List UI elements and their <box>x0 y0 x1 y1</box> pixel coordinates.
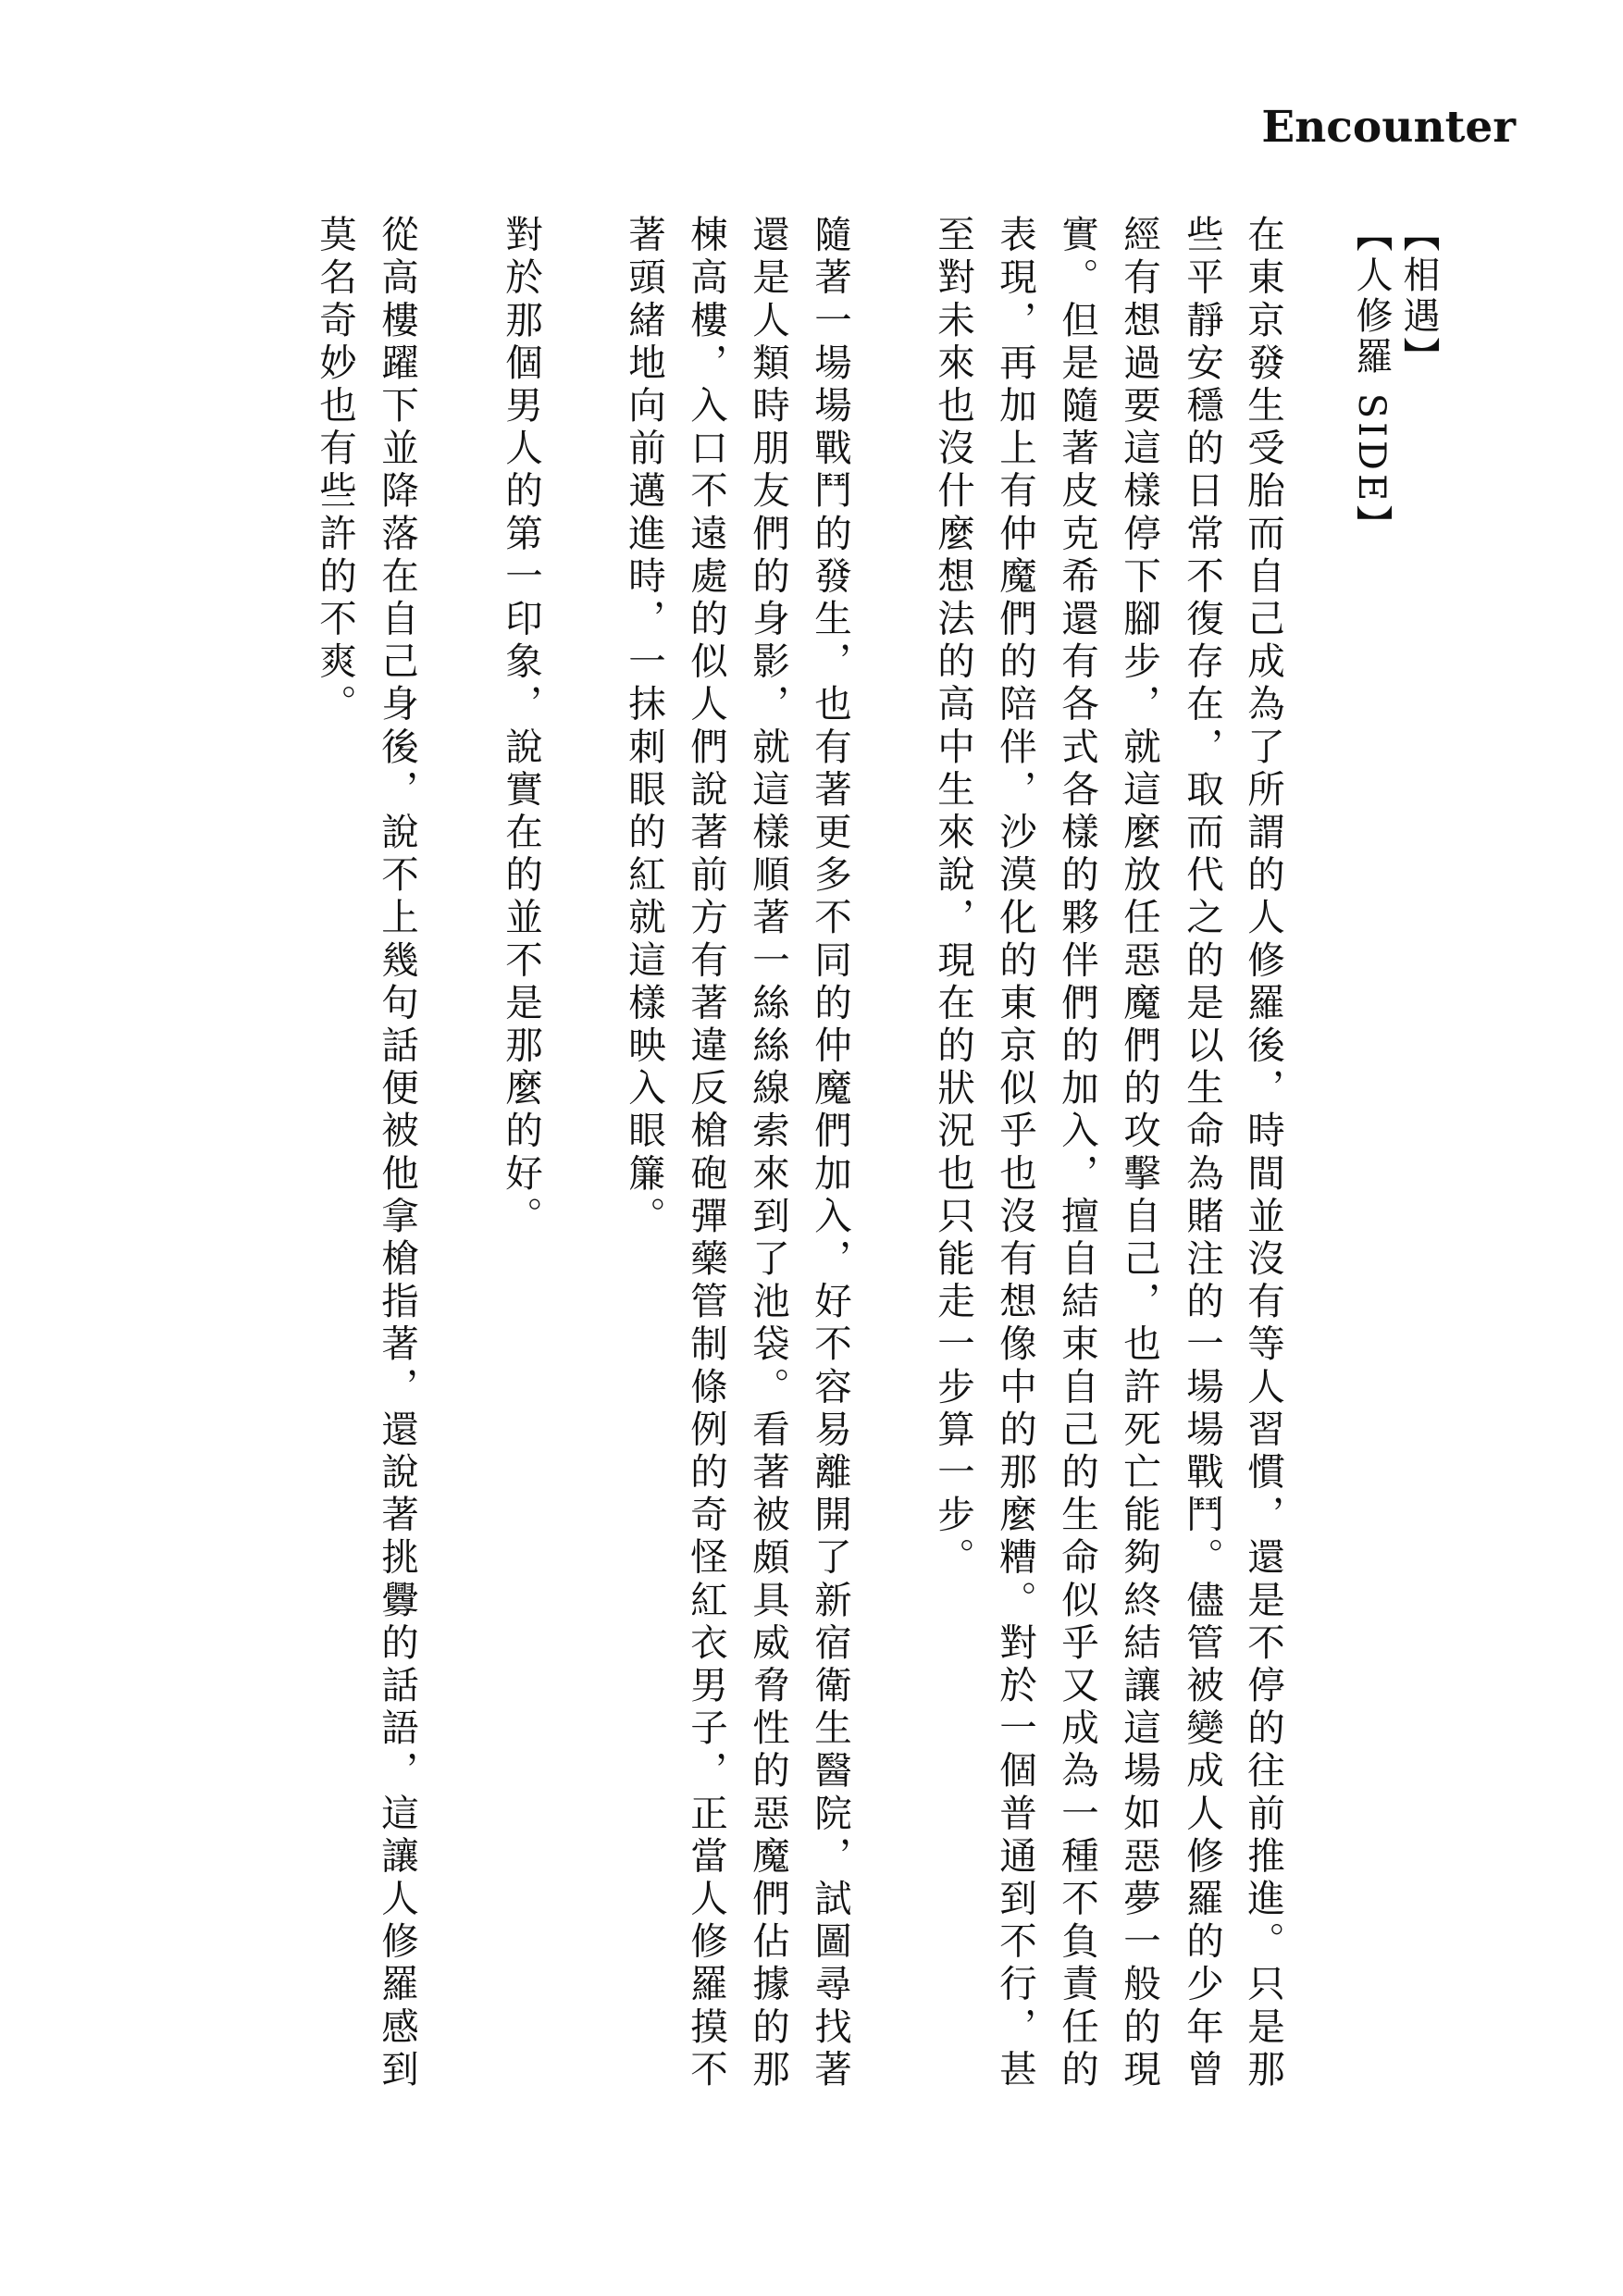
page-header-title: Encounter <box>1261 102 1516 153</box>
text-line-4: 實。但是隨著皮克希還有各式各樣的夥伴們的加入，擅自結束自己的生命似乎又成為一種不負責任的 <box>1055 215 1099 2092</box>
chapter-heading: 【相遇】 <box>1397 215 1440 378</box>
text-line-12: 從高樓躍下並降落在自己身後，說不上幾句話便被他拿槍指著，還說著挑釁的話語，這讓人修羅感到 <box>375 215 419 2092</box>
text-line-6: 至對未來也沒什麼想法的高中生來說，現在的狀況也只能走一步算一步。 <box>931 215 975 1581</box>
text-line-8: 還是人類時朋友們的身影，就這樣順著一絲絲線索來到了池袋。看著被頗具威脅性的惡魔們佔據的那 <box>746 215 790 2092</box>
side-heading: 【人修羅 SIDE】 <box>1350 215 1393 546</box>
text-line-7: 隨著一場場戰鬥的發生，也有著更多不同的仲魔們加入，好不容易離開了新宿衛生醫院，試圖尋找著 <box>808 215 852 2092</box>
text-line-10: 著頭緒地向前邁進時，一抹刺眼的紅就這樣映入眼簾。 <box>622 215 666 1239</box>
text-line-13: 莫名奇妙也有些許的不爽。 <box>313 215 357 727</box>
text-line-9: 棟高樓，入口不遠處的似人們說著前方有著違反槍砲彈藥管制條例的奇怪紅衣男子，正當人修羅摸不 <box>684 215 728 2092</box>
text-line-3: 經有想過要這樣停下腳步，就這麼放任惡魔們的攻擊自己，也許死亡能夠終結讓這場如惡夢一般的現 <box>1117 215 1161 2092</box>
text-line-2: 些平靜安穩的日常不復存在，取而代之的是以生命為賭注的一場場戰鬥。儘管被變成人修羅的少年曾 <box>1180 215 1224 2092</box>
text-line-11: 對於那個男人的第一印象，說實在的並不是那麼的好。 <box>499 215 543 1239</box>
text-line-5: 表現，再加上有仲魔們的陪伴，沙漠化的東京似乎也沒有想像中的那麼糟。對於一個普通到不行，甚 <box>993 215 1037 2092</box>
text-line-1: 在東京發生受胎而自己成為了所謂的人修羅後，時間並沒有等人習慣，還是不停的往前推進。只是那 <box>1241 215 1285 2092</box>
